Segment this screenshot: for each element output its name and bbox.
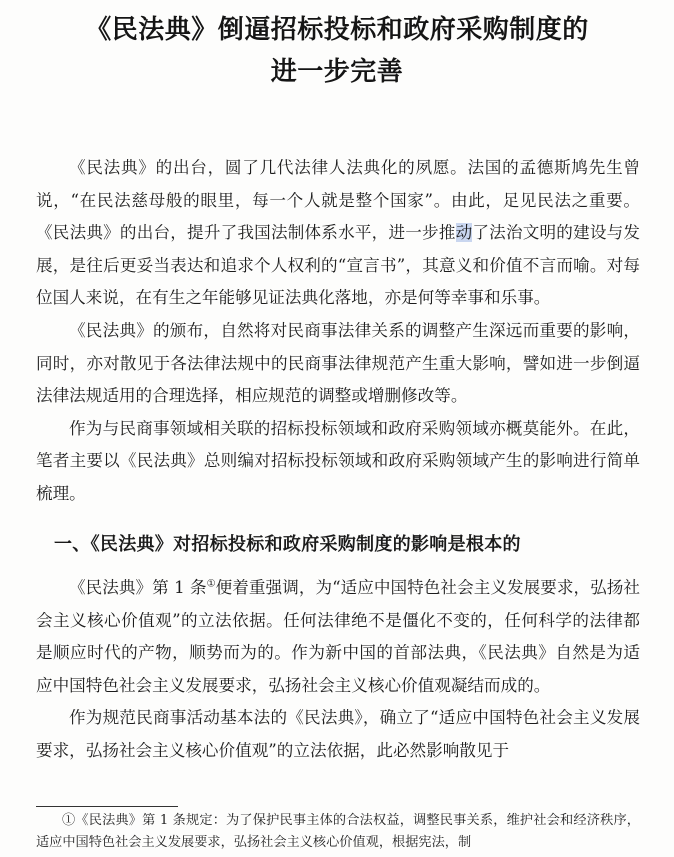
footnote-divider xyxy=(36,806,178,807)
intro-section xyxy=(36,152,640,511)
text-selection-highlight[interactable]: 动 xyxy=(455,223,473,243)
intro-paragraph-2: 《民法典》的颁布，自然将对民商事法律关系的调整产生深远而重要的影响，同时，亦对散见于各法律法规中的民商事法律规范产生重大影响，譬如进一步倒逼法律法规适用的合理选择，相应规范的调整或增删修改等。 xyxy=(36,320,640,406)
section-1-paragraph-1-text-b: 便着重强调，为“适应中国特色社会主义发展要求，弘扬社会主义核心价值观”的立法依据。任何法律绝不是僵化不变的，任何科学的法律都是顺应时代的产物，顺势而为的。作为新中国的首部法典，《民法典》自然是为适应中国特色社会主义发展要求，弘扬社会主义核心价值观凝结而成的。 xyxy=(36,578,641,695)
footnote-reference-mark[interactable]: ① xyxy=(206,578,216,590)
section-1-paragraph-1-text-a: 《民法典》第 1 条 xyxy=(69,578,207,597)
document-title-line-1: 《民法典》倒逼招标投标和政府采购制度的 xyxy=(85,15,589,45)
footnote-text: ①《民法典》第 1 条规定：为了保护民事主体的合法权益，调整民事关系，维护社会和经济秩序，适应中国特色社会主义发展要求，弘扬社会主义核心价值观，根据宪法，制 xyxy=(36,813,640,850)
intro-paragraph-1-text-a: 《民法典》的出台，圆了几代法律人法典化的夙愿。法国的孟德斯鸠先生曾说，“在民法慈母般的眼里，每一个人就是整个国家”。由此，足见民法之重要。《民法典》的出台，提升了我国法制体系水平，进一步推 xyxy=(36,158,640,243)
section-heading-1: 一、《民法典》对招标投标和政府采购制度的影响是根本的 xyxy=(54,534,521,555)
section-1-body xyxy=(36,572,640,768)
section-1-paragraph-2: 作为规范民商事活动基本法的《民法典》，确立了“适应中国特色社会主义发展要求，弘扬社会主义核心价值观”的立法依据，此必然影响散见于 xyxy=(36,708,640,760)
intro-paragraph-1-text-b: 了法治文明的建设与发展，是往后更妥当表达和追求个人权利的“宣言书”，其意义和价值不言而喻。对每位国人来说，在有生之年能够见证法典化落地，亦是何等幸事和乐事。 xyxy=(36,223,641,308)
document-title-line-2: 进一步完善 xyxy=(270,57,404,87)
section-1-paragraph-1 xyxy=(36,572,640,702)
intro-paragraph-3: 作为与民商事领域相关联的招标投标领域和政府采购领域亦概莫能外。在此，笔者主要以《民法典》总则编对招标投标领域和政府采购领域产生的影响进行简单梳理。 xyxy=(36,418,640,503)
intro-paragraph-1 xyxy=(36,152,640,315)
